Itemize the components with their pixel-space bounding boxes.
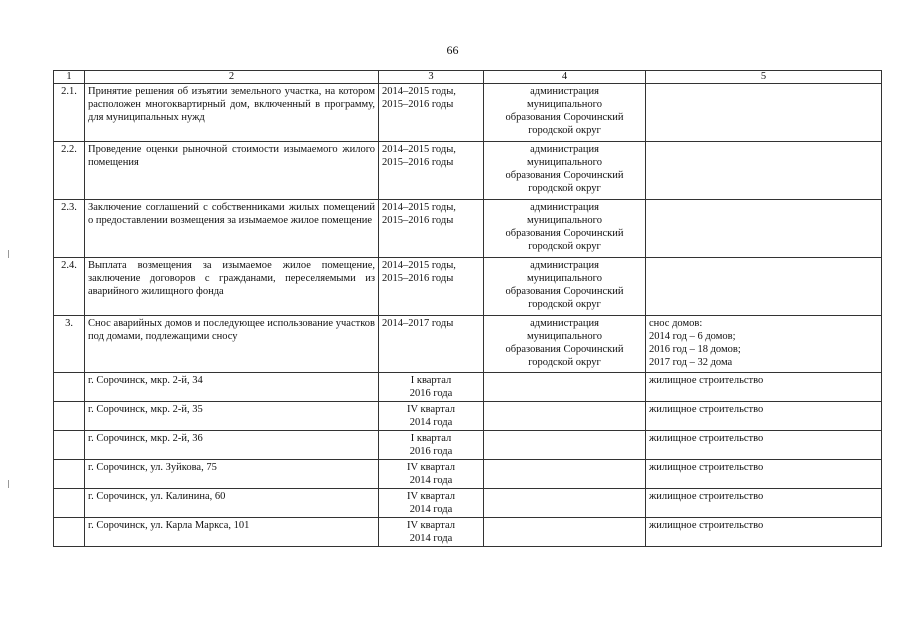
- table-row: [54, 460, 882, 489]
- executor-line: образования Сорочинский: [505, 112, 624, 123]
- row-number: 3.: [54, 316, 85, 373]
- row-executor: [484, 518, 646, 547]
- row-period: [379, 316, 484, 373]
- row-number: [54, 402, 85, 431]
- note-line: 2016 год – 18 домов;: [649, 344, 741, 355]
- header-col-3: 3: [379, 71, 484, 84]
- row-period: [379, 431, 484, 460]
- table-row: [54, 200, 882, 258]
- row-executor: [484, 402, 646, 431]
- row-description: Выплата возмещения за изымаемое жилое помещение, заключение договоров с гражданами, переселяемыми из аварийного жилищного фонда: [85, 258, 379, 316]
- row-period: [379, 518, 484, 547]
- period-line: IV квартал: [407, 462, 455, 473]
- margin-mark: [8, 480, 9, 488]
- period-line: I квартал: [410, 375, 452, 386]
- row-executor: [484, 142, 646, 200]
- period-line: IV квартал: [407, 404, 455, 415]
- row-executor: [484, 373, 646, 402]
- executor-line: городской округ: [528, 357, 601, 368]
- row-executor: [484, 258, 646, 316]
- period-line: 2014 года: [409, 417, 453, 428]
- period-line: 2016 года: [409, 446, 453, 457]
- row-number: [54, 373, 85, 402]
- row-description: Снос аварийных домов и последующее использование участков под домами, подлежащими сносу: [85, 316, 379, 373]
- row-number: [54, 489, 85, 518]
- table-row: [54, 489, 882, 518]
- table-row: [54, 402, 882, 431]
- period-line: IV квартал: [407, 491, 455, 502]
- period-line: 2015–2016 годы: [382, 215, 454, 226]
- table-row: [54, 518, 882, 547]
- period-line: 2015–2016 годы: [382, 157, 454, 168]
- margin-mark: [8, 250, 9, 258]
- note-line: 2014 год – 6 домов;: [649, 331, 736, 342]
- period-line: 2014–2015 годы,: [382, 202, 456, 213]
- period-line: 2014 года: [409, 504, 453, 515]
- row-period: [379, 489, 484, 518]
- page-number: 66: [446, 43, 459, 57]
- period-line: 2014–2015 годы,: [382, 144, 456, 155]
- row-number: 2.3.: [54, 200, 85, 258]
- note-line: снос домов:: [649, 318, 703, 329]
- row-executor: [484, 84, 646, 142]
- table-row: [54, 316, 882, 373]
- period-line: 2015–2016 годы: [382, 99, 454, 110]
- row-address: г. Сорочинск, ул. Калинина, 60: [85, 489, 379, 518]
- row-period: [379, 142, 484, 200]
- row-number: [54, 460, 85, 489]
- period-line: 2015–2016 годы: [382, 273, 454, 284]
- table-body: [54, 84, 882, 547]
- row-number: 2.2.: [54, 142, 85, 200]
- executor-line: городской округ: [528, 241, 601, 252]
- executor-line: муниципального: [527, 331, 602, 342]
- executor-line: администрация: [530, 144, 599, 155]
- row-note: [646, 316, 882, 373]
- executor-line: городской округ: [528, 183, 601, 194]
- executor-line: образования Сорочинский: [505, 286, 624, 297]
- period-line: I квартал: [410, 433, 452, 444]
- row-address: г. Сорочинск, ул. Зуйкова, 75: [85, 460, 379, 489]
- row-address: г. Сорочинск, мкр. 2-й, 34: [85, 373, 379, 402]
- header-col-2: 2: [85, 71, 379, 84]
- program-table: [53, 70, 882, 547]
- row-description: Заключение соглашений с собственниками жилых помещений о предоставлении возмещения за изымаемое жилое помещение: [85, 200, 379, 258]
- table-row: [54, 373, 882, 402]
- row-description: Проведение оценки рыночной стоимости изымаемого жилого помещения: [85, 142, 379, 200]
- period-line: 2016 года: [409, 388, 453, 399]
- row-executor: [484, 460, 646, 489]
- row-period: [379, 373, 484, 402]
- period-line: IV квартал: [407, 520, 455, 531]
- executor-line: муниципального: [527, 215, 602, 226]
- row-note: жилищное строительство: [646, 460, 882, 489]
- row-period: [379, 402, 484, 431]
- executor-line: муниципального: [527, 157, 602, 168]
- executor-line: администрация: [530, 202, 599, 213]
- period-line: 2014–2015 годы,: [382, 86, 456, 97]
- note-line: 2017 год – 32 дома: [649, 357, 733, 368]
- executor-line: администрация: [530, 318, 599, 329]
- row-executor: [484, 316, 646, 373]
- header-col-1: 1: [54, 71, 85, 84]
- row-note: жилищное строительство: [646, 373, 882, 402]
- row-note: [646, 142, 882, 200]
- row-note: [646, 200, 882, 258]
- row-note: жилищное строительство: [646, 431, 882, 460]
- row-address: г. Сорочинск, мкр. 2-й, 35: [85, 402, 379, 431]
- row-note: жилищное строительство: [646, 402, 882, 431]
- row-note: жилищное строительство: [646, 489, 882, 518]
- row-address: г. Сорочинск, мкр. 2-й, 36: [85, 431, 379, 460]
- row-number: [54, 431, 85, 460]
- row-period: [379, 258, 484, 316]
- executor-line: городской округ: [528, 299, 601, 310]
- executor-line: муниципального: [527, 99, 602, 110]
- row-address: г. Сорочинск, ул. Карла Маркса, 101: [85, 518, 379, 547]
- row-period: [379, 460, 484, 489]
- table-row: [54, 142, 882, 200]
- row-note: [646, 84, 882, 142]
- row-number: [54, 518, 85, 547]
- period-line: 2014–2017 годы: [382, 318, 454, 329]
- row-period: [379, 84, 484, 142]
- row-note: [646, 258, 882, 316]
- row-note: жилищное строительство: [646, 518, 882, 547]
- row-executor: [484, 489, 646, 518]
- header-col-5: 5: [646, 71, 882, 84]
- row-period: [379, 200, 484, 258]
- table-row: [54, 84, 882, 142]
- executor-line: муниципального: [527, 273, 602, 284]
- header-row: [54, 71, 882, 84]
- executor-line: администрация: [530, 86, 599, 97]
- executor-line: образования Сорочинский: [505, 170, 624, 181]
- period-line: 2014–2015 годы,: [382, 260, 456, 271]
- row-executor: [484, 431, 646, 460]
- executor-line: городской округ: [528, 125, 601, 136]
- row-number: 2.1.: [54, 84, 85, 142]
- executor-line: образования Сорочинский: [505, 228, 624, 239]
- row-number: 2.4.: [54, 258, 85, 316]
- executor-line: образования Сорочинский: [505, 344, 624, 355]
- table-row: [54, 431, 882, 460]
- header-col-4: 4: [484, 71, 646, 84]
- executor-line: администрация: [530, 260, 599, 271]
- table-row: [54, 258, 882, 316]
- row-description: Принятие решения об изъятии земельного участка, на котором расположен многоквартирный дом, включенный в программу, для муниципальных нужд: [85, 84, 379, 142]
- period-line: 2014 года: [409, 475, 453, 486]
- row-executor: [484, 200, 646, 258]
- period-line: 2014 года: [409, 533, 453, 544]
